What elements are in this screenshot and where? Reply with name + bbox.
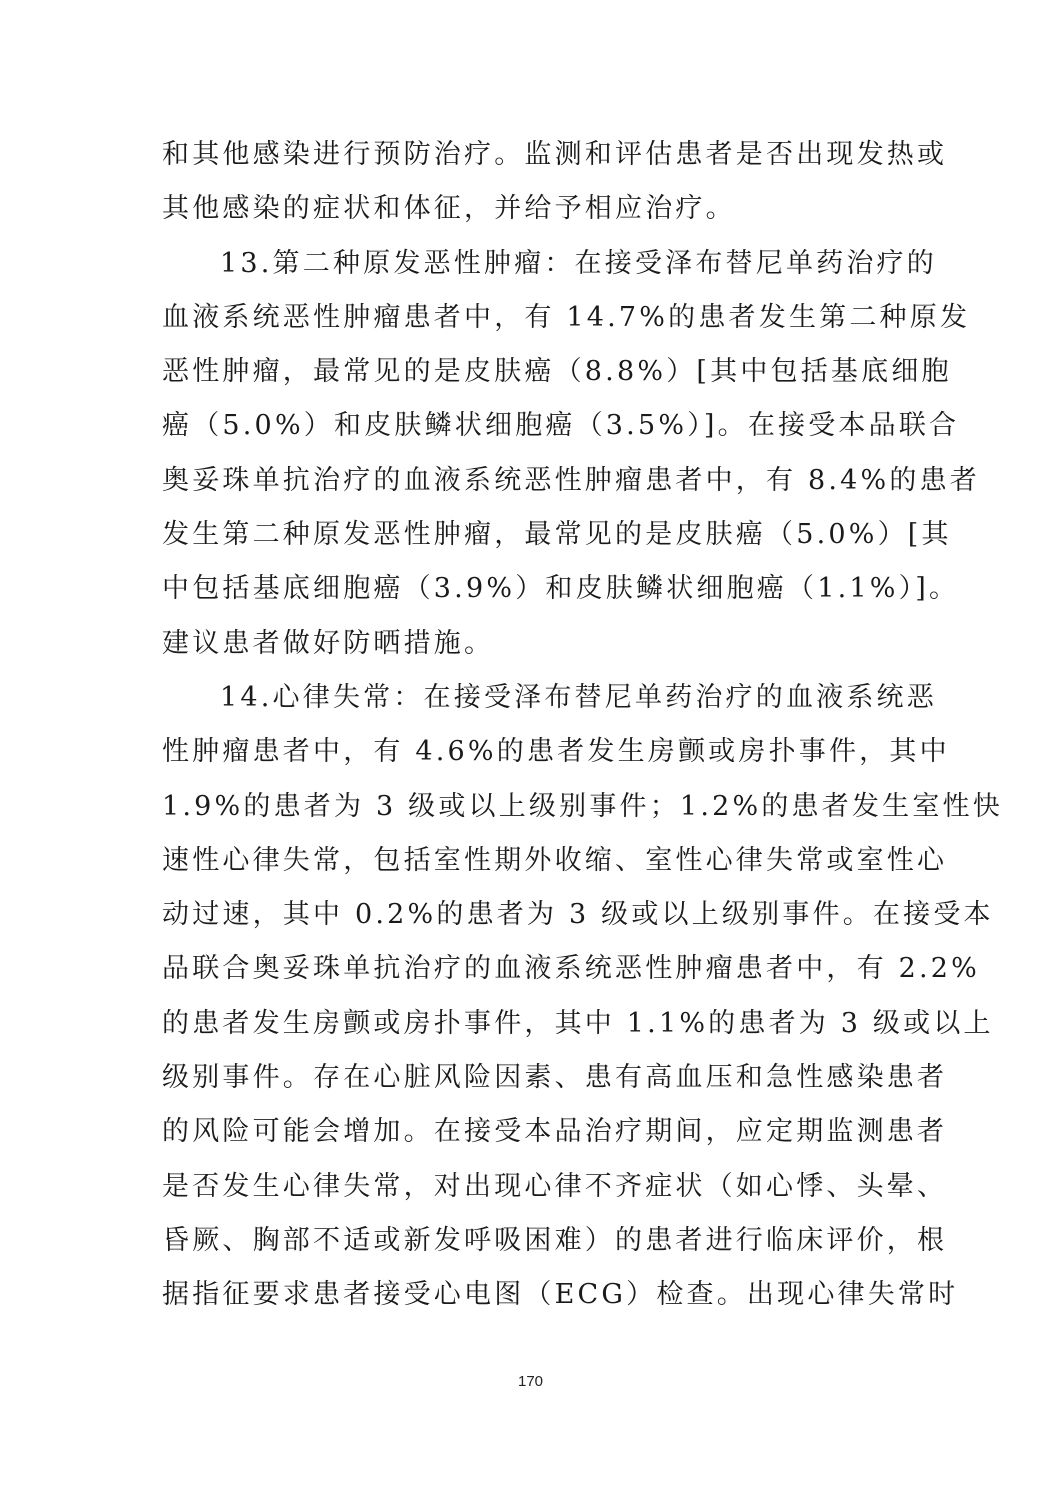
section-13-heading-line: 13.第二种原发恶性肿瘤：在接受泽布替尼单药治疗的 [220,247,937,279]
text-line: 发生第二种原发恶性肿瘤，最常见的是皮肤癌（5.0%）[其 [162,519,952,551]
text-line: 建议患者做好防晒措施。 [162,627,495,659]
text-line: 癌（5.0%）和皮肤鳞状细胞癌（3.5%）]。在接受本品联合 [162,410,960,442]
text-line: 血液系统恶性肿瘤患者中，有 14.7%的患者发生第二种原发 [162,301,971,333]
text-line: 性肿瘤患者中，有 4.6%的患者发生房颤或房扑事件，其中 [162,736,950,768]
text-line: 品联合奥妥珠单抗治疗的血液系统恶性肿瘤患者中，有 2.2% [162,953,980,985]
text-line: 其他感染的症状和体征，并给予相应治疗。 [162,193,736,225]
text-line: 据指征要求患者接受心电图（ECG）检查。出现心律失常时 [162,1279,959,1311]
text-line: 1.9%的患者为 3 级或以上级别事件；1.2%的患者发生室性快 [162,790,1003,822]
text-line: 昏厥、胸部不适或新发呼吸困难）的患者进行临床评价，根 [162,1224,948,1256]
text-line: 和其他感染进行预防治疗。监测和评估患者是否出现发热或 [162,139,948,170]
text-line: 奥妥珠单抗治疗的血液系统恶性肿瘤患者中，有 8.4%的患者 [162,464,980,496]
body-text [162,128,1003,1323]
text-line: 恶性肿瘤，最常见的是皮肤癌（8.8%）[其中包括基底细胞 [162,356,952,388]
section-14-heading-line: 14.心律失常：在接受泽布替尼单药治疗的血液系统恶 [220,681,937,713]
page-number: 170 [517,1373,544,1390]
text-line: 是否发生心律失常，对出现心律不齐症状（如心悸、头晕、 [162,1170,948,1202]
text-line: 速性心律失常，包括室性期外收缩、室性心律失常或室性心 [162,844,948,876]
text-line: 级别事件。存在心脏风险因素、患有高血压和急性感染患者 [162,1062,948,1094]
text-line: 动过速，其中 0.2%的患者为 3 级或以上级别事件。在接受本 [162,899,994,931]
text-line: 中包括基底细胞癌（3.9%）和皮肤鳞状细胞癌（1.1%）]。 [162,573,960,605]
text-line: 的风险可能会增加。在接受本品治疗期间，应定期监测患者 [162,1116,948,1148]
text-line: 的患者发生房颤或房扑事件，其中 1.1%的患者为 3 级或以上 [162,1007,994,1039]
